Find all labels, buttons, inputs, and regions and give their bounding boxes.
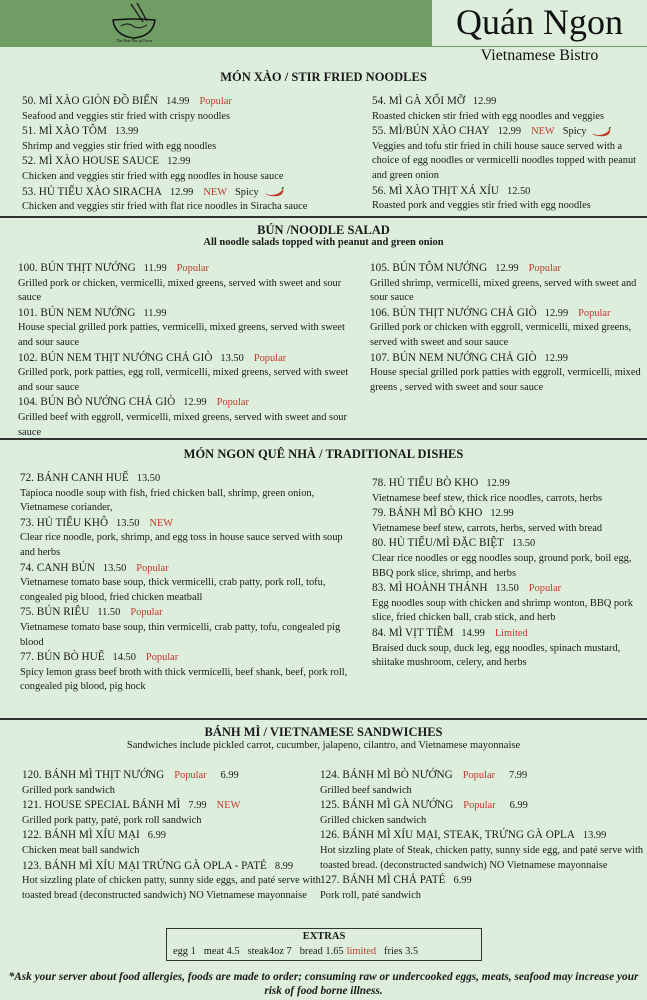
menu-item-price: 13.50 [136,473,161,484]
menu-item-price: 12.99 [544,352,568,364]
menu-item-name: 78. HỦ TIẾU BÒ KHO [372,477,479,489]
menu-item-price: 13.50 [102,562,127,574]
menu-item-price: 11.50 [97,607,121,619]
menu-item [22,828,322,858]
menu-item-description: Grilled pork, pork patties, egg roll, vermicelli, mixed greens, served with sweet and sour sauce [18,367,349,393]
menu-item-tag-popular: Popular [136,562,169,574]
spicy-label: Spicy [235,186,259,198]
menu-item-name: 100. BÚN THỊT NƯỚNG [18,262,136,274]
menu-item-price: 12.99 [490,508,514,520]
menu-item-tag-new: NEW [216,800,241,812]
extras-item-label: meat 4.5 [203,946,240,957]
extras-box [166,928,482,961]
chili-pepper-icon [263,187,285,197]
menu-item [372,506,646,536]
section-subtitle-noodle-salad: All noodle salads topped with peanut and green onion [203,237,444,248]
menu-item-price: 7.99 [509,770,528,781]
menu-item-name: 105. BÚN TÔM NƯỚNG [370,262,488,274]
menu-item-name: 124. BÁNH MÌ BÒ NƯỚNG [320,769,453,781]
menu-item-tag-popular: Popular [174,770,207,781]
extras-item [173,946,196,957]
menu-item-description: Roasted pork and veggies stir fried with egg noodles [372,200,591,212]
menu-item-name: 125. BÁNH MÌ GÀ NƯỚNG [320,799,454,812]
menu-item-name: 107. BÚN NEM NƯỚNG CHẢ GIÒ [370,351,537,364]
menu-item-tag-new: NEW [531,126,555,138]
menu-item-price: 6.99 [220,770,239,781]
menu-item-description: Grilled pork or chicken with eggroll, vermicelli, mixed greens, served with sweet and sour sauce [370,322,632,348]
menu-item [22,185,362,215]
noodle-bowl-logo-icon [103,2,165,44]
menu-item-name: 52. MÌ XÀO HOUSE SAUCE [22,155,160,168]
menu-item-tag-popular: Popular [176,263,209,274]
menu-item-name: 122. BÁNH MÌ XÍU MẠI [22,829,140,842]
menu-item [20,605,360,650]
menu-item [320,828,644,873]
menu-item-price: 8.99 [274,860,294,872]
menu-item [370,351,644,396]
menu-item-description: Roasted chicken stir fried with egg noodles and veggies [372,110,604,122]
menu-item [22,94,362,124]
svg-text:The Best Pho in Town: The Best Pho in Town [116,38,152,43]
traditional-right-column [372,476,646,671]
menu-item-header [372,581,646,597]
banh-mi-left-column [22,768,322,903]
menu-item-name: 54. MÌ GÀ XỐI MỠ [372,95,465,107]
extras-item [204,946,240,957]
menu-item-header [370,351,644,367]
menu-item-name: 126. BÁNH MÌ XÍU MẠI, STEAK, TRỨNG GÀ OPLA [320,829,575,842]
menu-item [372,626,646,671]
menu-item-name: 83. MÌ HOÀNH THÁNH [372,582,488,595]
menu-item-header [320,873,644,889]
menu-item-name: 84. MÌ VỊT TIỀM [372,626,454,639]
menu-item-price: 7.99 [188,800,207,812]
menu-item-description: Chicken and veggies stir fried with flat rice noodles in Siracha sauce [22,201,308,213]
menu-item-tag-popular: Popular [463,800,496,812]
menu-item [320,768,644,798]
menu-item-price: 11.99 [143,263,167,274]
menu-item [372,476,646,506]
menu-item-name: 75. BÚN RIÊU [20,606,90,619]
menu-item-price: 12.99 [544,307,569,319]
menu-item-header [372,536,646,552]
menu-item [20,516,360,561]
stir-fried-left-column [22,94,362,215]
extras-item-label: fries 3.5 [384,946,419,957]
menu-item-price: 12.50 [507,185,531,197]
menu-item-name: 51. MÌ XÀO TÔM [22,125,107,138]
menu-item-name: 127. BÁNH MÌ CHẢ PATÉ [320,874,446,887]
menu-item-description: Egg noodles soup with chicken and shrimp wonton, BBQ pork slice, fried chicken ball, crab stick, and herb [372,597,633,624]
menu-item-price: 6.99 [147,830,166,842]
menu-item-price: 12.99 [183,397,207,409]
menu-item-description: Chicken and veggies stir fried with egg noodles in house sauce [22,170,284,182]
menu-item-description: Tapioca noodle soup with fish, fried chicken ball, shrimp, green onion, Vietnamese coriander, [20,487,315,514]
menu-item-header [22,94,362,110]
menu-item-description: Grilled pork patty, paté, pork roll sandwich [22,814,202,826]
menu-item-header [22,185,362,201]
menu-item-description: Shrimp and veggies stir fried with egg noodles [22,140,217,152]
menu-item [372,124,644,183]
restaurant-subtitle: Vietnamese Bistro [480,47,599,64]
menu-item-name: 50. MÌ XÀO GIÒN ĐỒ BIỂN [22,95,159,107]
restaurant-name: Quán Ngon [456,2,623,42]
menu-item-price: 14.50 [112,652,136,664]
menu-item-header [18,351,358,367]
menu-item [18,395,358,440]
menu-item-name: 53. HỦ TIẾU XÀO SIRACHA [22,185,162,198]
menu-item-tag-popular: Popular [130,607,163,619]
extras-item [300,946,376,957]
menu-item-header [22,768,322,784]
menu-item-header [372,626,646,642]
menu-item-price: 12.99 [495,263,519,274]
extras-item-label: steak4oz 7 [247,946,292,957]
menu-item-description: Grilled beef sandwich [320,784,412,796]
menu-item-header [18,306,358,322]
menu-item-header [320,768,644,784]
spicy-label: Spicy [562,126,587,138]
section-title-traditional: MÓN NGON QUÊ NHÀ / TRADITIONAL DISHES [183,447,464,461]
menu-item-name: 80. HỦ TIẾU/MÌ ĐẶC BIỆT [372,537,504,550]
menu-item [20,561,360,606]
menu-item-price: 13.99 [114,126,139,138]
menu-item [18,351,358,396]
menu-item-price: 13.99 [582,830,607,842]
menu-item-description: Spicy lemon grass beef broth with thick vermicelli, beef shank, beef, pork roll, congealed pig blood, pig hock [20,666,348,693]
menu-item [320,798,644,828]
menu-item-price: 13.50 [220,352,244,364]
menu-item [22,768,322,798]
menu-item-tag-popular: Popular [216,397,249,409]
menu-item-tag-popular: Popular [253,352,287,364]
menu-item-price: 13.50 [116,517,140,529]
menu-item-price: 6.99 [509,800,528,812]
section-title-banh-mi: BÁNH MÌ / VIETNAMESE SANDWICHES [204,725,443,739]
menu-item [18,306,358,351]
menu-item-header [320,798,644,814]
menu-item-description: Veggies and tofu stir fried in chili house sauce served with a choice of egg noodles or vermicelli noodles topped with peanut and green onion [372,140,637,181]
menu-item-header [20,516,360,532]
extras-title: EXTRAS [302,931,346,942]
menu-item-name: 77. BÚN BÒ HUẾ [20,651,105,664]
menu-item-price: 12.99 [486,478,510,489]
menu-item-header [372,94,644,110]
menu-item-description: Pork roll, paté sandwich [320,889,421,901]
menu-item-name: 121. HOUSE SPECIAL BÁNH MÌ [22,799,181,812]
extras-item [248,946,292,957]
menu-item [372,184,644,214]
section-subtitle-banh-mi: Sandwiches include pickled carrot, cucumber, jalapeno, cilantro, and Vietnamese mayonnaise [126,740,521,751]
menu-item-description: Vietnamese tomato base soup, thick vermicelli, crab patty, pork roll, tofu, congealed pig blood, fried chicken meatball [20,577,326,603]
menu-item-price: 12.99 [472,96,497,107]
banh-mi-right-column [320,768,644,903]
menu-item-header [320,828,644,844]
menu-item-header [370,306,644,322]
menu-item [20,471,360,516]
menu-item-tag-new: NEW [149,517,174,529]
section-title-stir-fried: MÓN XÀO / STIR FRIED NOODLES [220,70,427,84]
menu-item [372,536,646,581]
menu-item-name: 55. MÌ/BÚN XÀO CHAY [372,125,490,138]
extras-item-note: limited [346,946,377,957]
noodle-salad-left-column [18,261,358,440]
menu-item-description: Grilled pork or chicken, vermicelli, mixed greens, served with sweet and sour sauce [18,277,342,304]
menu-item-description: Vietnamese beef stew, carrots, herbs, served with bread [372,522,603,534]
menu-item-name: 120. BÁNH MÌ THỊT NƯỚNG [22,769,165,781]
menu-item-description: Grilled pork sandwich [22,784,115,796]
extras-list [173,945,477,958]
menu-item [22,124,362,154]
extras-item [384,946,418,957]
menu-item-tag-popular: Popular [199,96,232,107]
menu-item-description: Vietnamese beef stew, thick rice noodles, carrots, herbs [372,492,603,504]
menu-item-header [20,561,360,577]
menu-item-description: Grilled beef with eggroll, vermicelli, mixed greens, served with sweet and sour sauce [18,411,347,438]
menu-item-description: House special grilled pork patties, vermicelli, mixed greens, served with sweet and sour sauce [18,322,345,348]
menu-item-tag-new: NEW [203,186,228,198]
menu-item-description: Braised duck soup, duck leg, egg noodles, spinach mustard, shiitake mushroom, celery, and herbs [372,642,621,669]
menu-item-description: House special grilled pork patties with eggroll, vermicelli, mixed greens , served with sweet and sour sauce [370,367,641,393]
menu-item-price: 12.99 [169,186,194,198]
menu-item-header [22,828,322,844]
menu-item-header [22,859,322,875]
menu-item-tag-popular: Popular [528,263,561,274]
menu-item [370,261,644,306]
menu-item [370,306,644,351]
menu-item [18,261,358,306]
menu-item-header [370,261,644,277]
menu-item-name: 104. BÚN BÒ NƯỚNG CHẢ GIÒ [18,396,176,409]
menu-item-header [22,124,362,140]
menu-item [22,798,322,828]
menu-item-name: 101. BÚN NEM NƯỚNG [18,306,136,319]
menu-item-price: 13.50 [495,583,519,595]
menu-item-price: 12.99 [497,126,522,138]
extras-item-label: egg 1 [173,946,196,957]
menu-item [22,154,362,184]
menu-item-header [20,650,360,666]
menu-item-description: Hot sizzling plate of Steak, chicken patty, sunny side egg, and paté serve with toasted bread. (deconstructed sandwich) NO Vietnamese mayonnaise [320,844,644,871]
menu-item-description: Hot sizzling plate of chicken patty, sunny side eggs, and paté serve with toasted bread (deconstructed sandwich) NO Vietnamese mayonnaise [22,875,321,901]
menu-item-description: Chicken meat ball sandwich [22,844,140,856]
section-divider [0,438,647,440]
stir-fried-right-column [372,94,644,214]
menu-item-tag-popular: Popular [578,307,611,319]
menu-item [372,94,644,124]
menu-item-header [372,124,644,140]
menu-item-header [22,154,362,170]
menu-item-name: 79. BÁNH MÌ BÒ KHO [372,507,483,520]
menu-item-name: 106. BÚN THỊT NƯỚNG CHẢ GIÒ [370,306,537,319]
menu-item-name: 73. HỦ TIẾU KHÔ [20,516,109,529]
menu-item-name: 72. BÁNH CANH HUẾ [20,472,129,484]
menu-item-tag-popular: Popular [462,770,496,781]
menu-item-header [22,798,322,814]
extras-item-label: bread 1.65 [299,946,344,957]
section-title-noodle-salad: BÚN /NOODLE SALAD [257,223,390,237]
menu-item-tag-popular: Popular [145,652,179,664]
menu-item [320,873,644,903]
menu-item-header [372,506,646,522]
menu-item-description: Seafood and veggies stir fried with crispy noodles [22,110,231,122]
menu-item [20,650,360,695]
menu-item [22,859,322,904]
menu-item-tag-popular: Popular [528,583,562,595]
menu-item-name: 102. BÚN NEM THỊT NƯỚNG CHẢ GIÒ [18,351,213,364]
menu-item-name: 56. MÌ XÀO THỊT XÁ XÍU [372,184,499,197]
menu-item-name: 74. CANH BÚN [20,561,95,574]
menu-item-tag-limited: Limited [494,627,528,639]
menu-item-header [18,395,358,411]
section-divider [0,718,647,720]
menu-item-description: Vietnamese tomato base soup, thin vermicelli, crab patty, tofu, congealed pig blood [20,621,341,648]
menu-item-header [20,471,360,487]
menu-item-name: 123. BÁNH MÌ XÍU MẠI TRỨNG GÀ OPLA - PATÉ [22,859,267,872]
menu-item-description: Grilled shrimp, vermicelli, mixed greens, served with sweet and sour sauce [370,277,637,304]
noodle-salad-right-column [370,261,644,395]
menu-item-header [18,261,358,277]
menu-item-description: Clear rice noodle, pork, shrimp, and egg toss in house sauce served with soup and herbs [20,532,343,558]
menu-item-price: 14.99 [461,627,485,639]
menu-item-price: 13.50 [511,538,536,550]
menu-item [372,581,646,626]
chili-pepper-icon [590,127,612,137]
traditional-left-column [20,471,360,695]
section-divider [0,216,647,218]
menu-item-price: 6.99 [453,875,472,887]
menu-item-header [20,605,360,621]
menu-item-price: 12.99 [167,156,191,168]
menu-item-header [372,184,644,200]
menu-item-description: Grilled chicken sandwich [320,814,427,826]
menu-item-price: 11.99 [143,307,167,319]
menu-item-header [372,476,646,492]
menu-item-price: 14.99 [166,96,190,107]
allergy-disclaimer: *Ask your server about food allergies, foods are made to order; consuming raw or undercooked eggs, meats, seafood may increase your risk of food borne illness. [8,971,639,997]
menu-item-description: Clear rice noodles or egg noodles soup, ground pork, boil egg, BBQ pork slice, shrimp, and herbs [372,552,632,579]
